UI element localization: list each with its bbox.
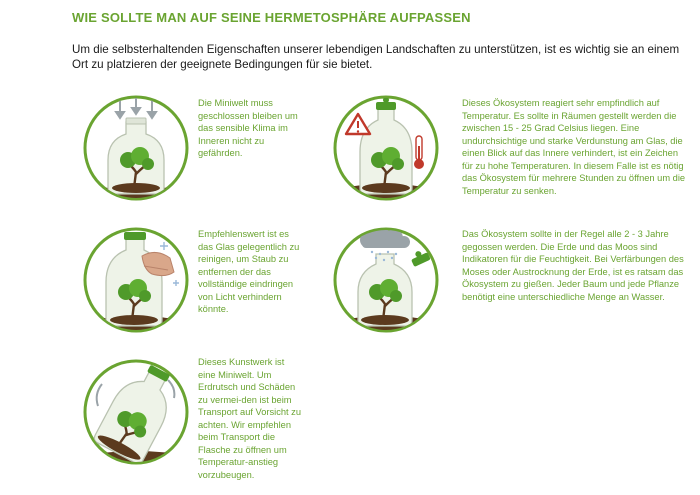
tip-transport-text: Dieses Kunstwerk ist eine Miniwelt. Um Erdrutsch und Schäden zu vermei-den ist beim Transport auf Vorsicht zu achten. Wir empfehlen beim Transport die Flasche zu öffnen um Temperatur-anstieg vorzubeugen. bbox=[198, 357, 302, 480]
page-title: WIE SOLLTE MAN AUF SEINE HERMETOSPHÄRE AUFPASSEN bbox=[72, 10, 471, 25]
tip-cleaning-text: Empfehlenswert ist es das Glas gelegentlich zu reinigen, um Staub zu entfernen der das vollständige eindringen von Licht verhindern könnte. bbox=[198, 229, 300, 314]
tip-watering-text: Das Ökosystem sollte in der Regel alle 2 - 3 Jahre gegossen werden. Die Erde und das Moos sind Indikatoren für die Feuchtigkeit. Bei Verfärbungen des Moses oder Austrocknung der Erde, ist es ratsam das Ökosystem zu gießen. Jeder Baum und jede Pflanze benötigt eine unterschiedliche Menge an Wasser. bbox=[462, 229, 684, 302]
jar-with-warning-and-thermometer-icon bbox=[332, 94, 440, 202]
jar-with-down-arrows-icon bbox=[82, 94, 190, 202]
intro-paragraph: Um die selbsterhaltenden Eigenschaften unserer lebendigen Landschaften zu unterstützen, ist es wichtig sie an einem Ort zu platzieren der geeignete Bedingungen für sie bietet. bbox=[72, 43, 680, 71]
tip-temperature-text: Dieses Ökosystem reagiert sehr empfindlich auf Temperatur. Es sollte in Räumen gestellt werden die zwischen 15 - 25 Grad Celsius liegen. Eine undurchsichtige und starke Verdunstung am Glas, die einen Blick auf das Innere verhindert, ist ein Zeichen für zu hohe Temperaturen. In diesem Falle ist es nötig das Ökosystem für mehrere Stunden zu öffnen um die Temperatur zu senken. bbox=[462, 98, 686, 196]
tip-closed-text: Die Miniwelt muss geschlossen bleiben um das sensible Klima im Inneren nicht zu gefährden. bbox=[198, 98, 298, 158]
open-jar-with-rain-cloud-icon bbox=[332, 226, 440, 334]
tilted-jar-transport-icon bbox=[82, 358, 190, 466]
jar-with-cleaning-hand-icon bbox=[82, 226, 190, 334]
